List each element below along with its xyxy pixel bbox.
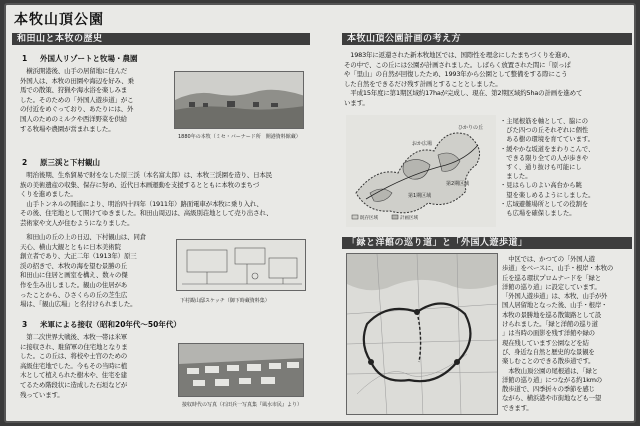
board-title: 本牧山頂公園 xyxy=(14,12,104,28)
section-1-title xyxy=(22,53,138,64)
section-1-heading: 外国人リゾートと牧場・農園 xyxy=(40,54,138,63)
section-2-caption: 下村観山邸スケッチ（御下時蔵資料集） xyxy=(180,298,270,304)
section-2-title xyxy=(22,157,100,168)
section-3-caption: 接収時代の写真（石田兵一写真集『風水市民』より） xyxy=(182,402,303,408)
section-3-photo xyxy=(178,343,304,397)
section-2-text: 明治後期、生糸貿易で財をなした原三渓（本名富太郎）は、本牧三渓園を造り、日本民 族の美術遺産の収集、保存に努め、近代日本画運動を支援するとともに本牧のまちづ くりを進めました。 山手トンネルの開通により、明治四十四年（1911年）路面電車が本牧に乗り入れ、 その後、住宅地として開けてゆきました。和田山周辺は、高級別荘地として売り出され、 芸術家や文人が住むようになりました。 xyxy=(20,171,273,227)
housing-area-photo-illustration xyxy=(179,344,304,397)
park-plan-section-header: 本牧山頂公園計画の考え方 xyxy=(342,33,632,45)
section-2-sketch xyxy=(176,239,306,291)
section-2-heading: 原三渓と下村観山 xyxy=(40,158,100,167)
landscape-photo-illustration xyxy=(175,72,304,129)
map-legend-planned: 計画区域 xyxy=(400,216,418,221)
section-2-number: 2 xyxy=(22,158,28,167)
history-section-header: 和田山と本牧の歴史 xyxy=(12,33,310,45)
park-plan-intro: 1983年に返還された新本牧地区では、国際性を理念にしたまちづくりを進め、 その中で、この丘には公園が計画されました。しばらく放置された間に「原っぱ や「里山」の自然が回復したため、1993年から公園として整備をする際にこう した自然をできるだけ残す計画とすることとしました。 平成15年度に第1期区域約17haが完成し、現在、第2期区域約5haの計画を進めて います。 xyxy=(344,51,583,107)
map-label-plaza: おか広場 xyxy=(412,141,433,147)
park-plan-map-illustration xyxy=(346,115,496,227)
walking-route-text: 中区では、かつての「外国人遊 歩道」をベースに、山手・根岸・本牧の 丘を巡る環状プロムナードを「緑と 洋館の巡り道」に設定しています。 「外国人遊歩道」は、本牧、山手が外 国人居留地となった後、山手・根岸・ 本牧の景勝地を巡る散策路として設 けられました。「緑と洋館の巡り道 」は当時の面影を残す洋館や緑の 現在残しています公園などを結 び、身近な自然と歴史的な景観を 楽しむことのできる散歩道です。 本牧山頂公園の尾根道は、「緑と 洋館の巡り道」につながる約1kmの 散歩道で、四季折々の季節を感じ ながら、横浜港や市街地なども一望 できます。 xyxy=(502,255,614,412)
section-1-photo xyxy=(174,71,304,129)
map-legend-existing: 既存区域 xyxy=(360,216,378,221)
residence-sketch-illustration xyxy=(177,240,306,291)
park-plan-points: ・主尾根筋を軸として、脇にの びた四つの丘それぞれに個性 ある樹の環境を育てています。 ・緩やかな坂道をまわりこんで、 できる限り全ての人が歩きや すく、通り抜けも可能にし ました。 ・見はらしのよい高台から眺 望を楽しめるようにしました。 ・広域避難場所としての役割を も広場を確保しました。 xyxy=(500,118,595,218)
section-3-number: 3 xyxy=(22,320,28,329)
map-label-phase1: 第1期区域 xyxy=(408,193,432,199)
section-1-text: 横浜開港後、山手の居留地に住んだ 外国人は、本牧の田園や海辺を好み、乗 馬での散策、狩猟や海水浴を楽しみま した。そのための「外国人遊歩道」がこ の付近をめぐっており、あたりには、外 国人のためのミルクや西洋野菜を供給 する牧場や農園が営まれました。 xyxy=(20,67,134,133)
section-3-text: 第二次世界大戦後、本牧一帯は米軍 に接収され、駐留軍の住宅地となりま した。この丘は、将校や士官のための 高級住宅地でした。今もその当時に植 木として植えられた樹木や、住宅を建 てるため階段状に造成した石垣などが 残っています。 xyxy=(20,333,128,399)
map-label-hill: ひかりの丘 xyxy=(458,125,484,131)
section-2-text-continued: 和田山の丘の上の日辺、下村観山は、同倉 天心、横山大観とともに日本美術院 創立者であり、大正二年（1913年）原三 渓の招きで、本牧の海を望む景勝の丘 和田山に住居と画室を構え、数々の傑 作を生み出しました。観山の住居があ ったことから、ひさくらの丘の芝生広 場は、「観山広場」と名付けられました。 xyxy=(20,233,147,309)
info-board xyxy=(4,3,636,423)
section-1-number: 1 xyxy=(22,54,28,63)
walking-route-section-header: 「緑と洋館の巡り道」と「外国人遊歩道」 xyxy=(342,237,632,249)
section-1-caption: 1880年の本牧（ミセ・バーナード所 開港資料館蔵） xyxy=(178,134,301,140)
walking-route-map xyxy=(346,253,498,415)
map-label-phase2: 第2期区域 xyxy=(446,181,470,187)
walking-route-map-illustration xyxy=(347,254,498,415)
section-3-heading: 米軍による接収（昭和20年代〜50年代） xyxy=(40,320,181,329)
section-3-title xyxy=(22,319,181,330)
park-plan-map xyxy=(346,115,496,227)
